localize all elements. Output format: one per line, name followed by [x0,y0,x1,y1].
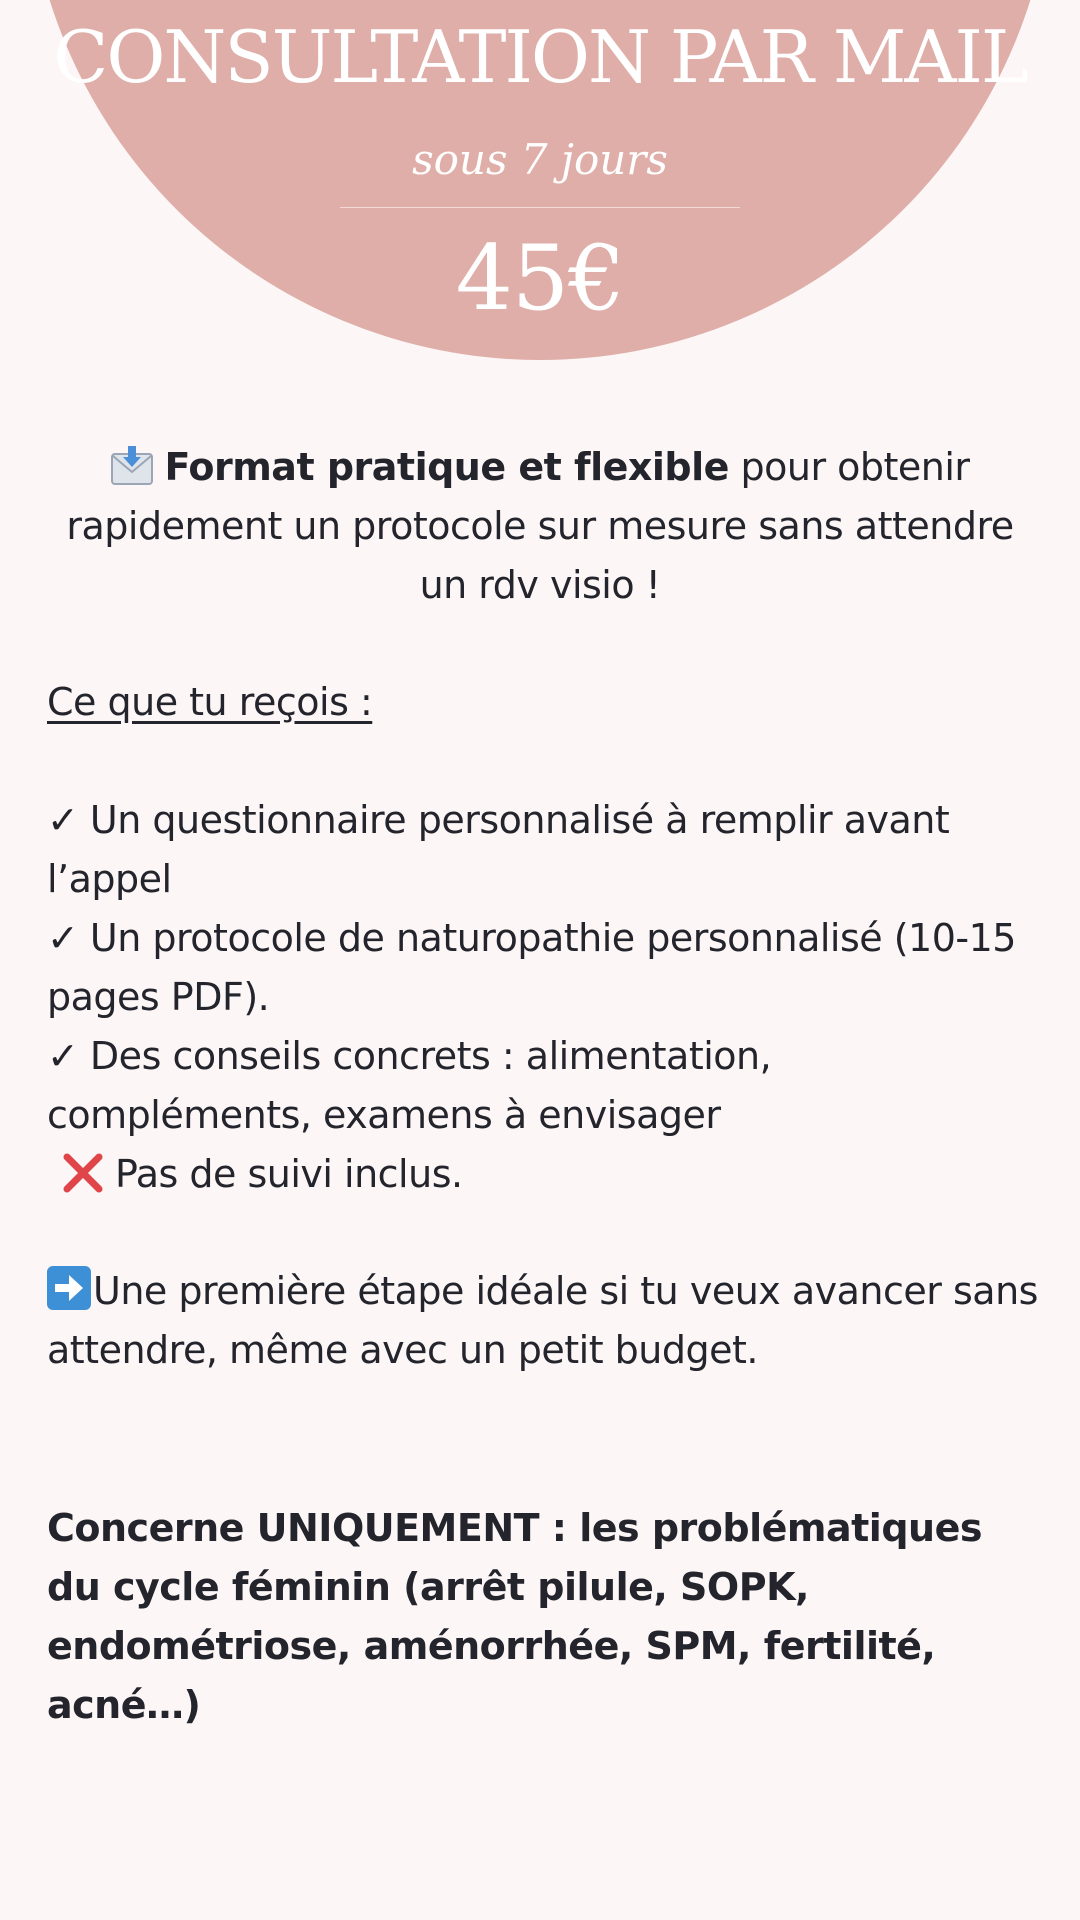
right-arrow-icon [47,1266,91,1310]
list-item-text: Des conseils concrets : alimentation, compléments, examens à envisager [47,1034,772,1137]
price: 45€ [455,226,625,331]
list-item [47,791,1047,909]
intro-bold: Format pratique et flexible [164,445,729,489]
page-title: CONSULTATION PAR MAIL [53,15,1027,99]
list-item-text: Un protocole de naturopathie personnalisé (10-15 pages PDF). [47,916,1016,1019]
delay-subtitle: sous 7 jours [412,135,668,184]
note-text: Une première étape idéale si tu veux avancer sans attendre, même avec un petit budget. [47,1269,1038,1372]
list-item [47,909,1047,1027]
divider [340,207,740,208]
cross-mark-icon [61,1151,105,1195]
concern-text: Concerne UNIQUEMENT : les problématiques du cycle féminin (arrêt pilule, SOPK, endométriose, aménorrhée, SPM, fertilité, acné…) [47,1506,982,1727]
intro-paragraph [60,438,1020,615]
envelope-arrow-icon [110,444,154,484]
list-item [47,1145,1047,1204]
item-list [47,791,1047,1204]
intro-text: pour obtenir rapidement un protocole sur mesure sans attendre un rdv visio ! [66,445,1014,607]
check-mark-icon: ✓ [47,916,79,960]
check-mark-icon: ✓ [47,798,79,842]
note-paragraph [47,1262,1047,1380]
section-heading [47,673,1047,732]
check-mark-icon: ✓ [47,1034,79,1078]
section-heading-text: Ce que tu reçois : [47,680,373,724]
list-item-text: Pas de suivi inclus. [115,1152,463,1196]
concern-paragraph [47,1499,1047,1735]
list-item [47,1027,1047,1145]
list-item-text: Un questionnaire personnalisé à remplir avant l’appel [47,798,950,901]
